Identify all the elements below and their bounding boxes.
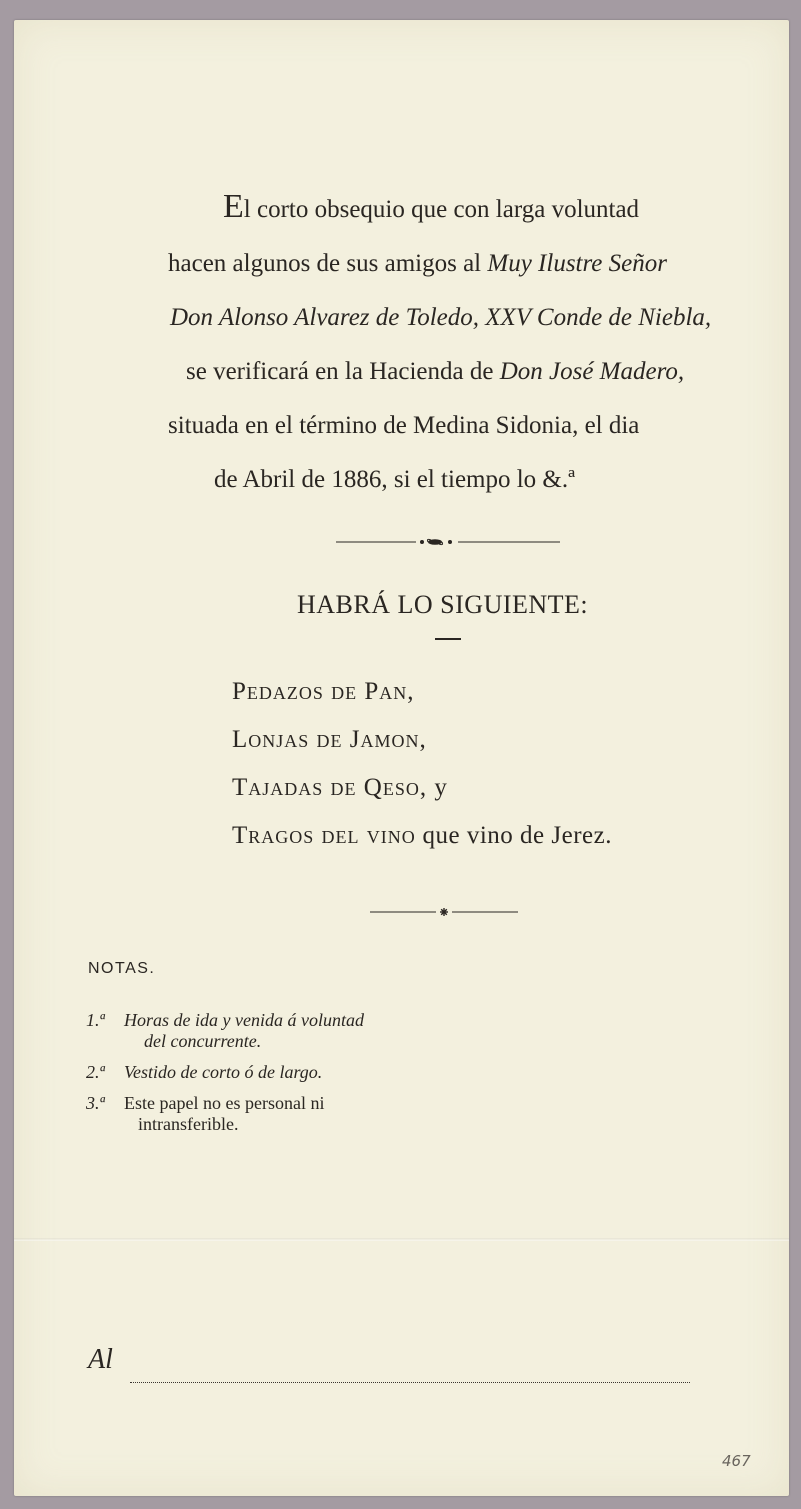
menu-list bbox=[232, 668, 612, 860]
divider-ornament bbox=[322, 530, 562, 554]
menu-item bbox=[232, 764, 612, 812]
intro-dropcap: E bbox=[223, 188, 244, 225]
intro-line-1-text: l corto obsequio que con larga voluntad bbox=[243, 196, 640, 223]
intro-line-2 bbox=[168, 237, 708, 291]
intro-line-4 bbox=[168, 345, 708, 399]
paper-fold bbox=[14, 1238, 789, 1241]
intro-line-5: situada en el término de Medina Sidonia, el dia bbox=[168, 412, 640, 439]
intro-paragraph bbox=[168, 180, 712, 507]
intro-line-4-italic: Don José Madero, bbox=[499, 358, 685, 385]
note-text: Este papel no es personal ni bbox=[124, 1093, 325, 1113]
asterisk-divider bbox=[370, 902, 520, 922]
menu-item-rest: y bbox=[427, 774, 448, 801]
menu-item-rest: que vino de Jerez. bbox=[415, 822, 612, 849]
intro-line-4-text: se verificará en la Hacienda de bbox=[186, 358, 500, 385]
menu-item-text: Tragos del vino bbox=[232, 822, 416, 849]
note-number: 3.ª bbox=[86, 1093, 105, 1113]
notes-list bbox=[86, 1010, 406, 1145]
intro-line-3-italic: Don Alonso Alvarez de Toledo, XXV Conde de Niebla, bbox=[170, 304, 712, 331]
note-text: Vestido de corto ó de largo. bbox=[124, 1062, 323, 1082]
note-text: Horas de ida y venida á voluntad bbox=[124, 1010, 364, 1030]
section-heading: HABRÁ LO SIGUIENTE: bbox=[297, 590, 589, 619]
note-text-continued: del concurrente. bbox=[144, 1031, 262, 1051]
notes-title: NOTAS. bbox=[88, 960, 156, 977]
note-number: 2.ª bbox=[86, 1062, 105, 1082]
addressee-dotted-line bbox=[130, 1382, 690, 1383]
note-text-continued: intransferible. bbox=[138, 1114, 239, 1134]
catalog-number: 467 bbox=[722, 1452, 751, 1470]
menu-item-text: Pedazos de Pan, bbox=[232, 678, 415, 705]
note-number: 1.ª bbox=[86, 1010, 105, 1030]
menu-item-text: Lonjas de Jamon, bbox=[232, 726, 427, 753]
note-item bbox=[86, 1010, 406, 1052]
note-item bbox=[86, 1062, 406, 1083]
menu-item bbox=[232, 716, 612, 764]
menu-item-text: Tajadas de Qeso, bbox=[232, 774, 428, 801]
intro-line-2-italic: Muy Ilustre Señor bbox=[487, 250, 667, 277]
intro-line-3 bbox=[168, 291, 712, 345]
heading-underline bbox=[435, 638, 461, 640]
note-item bbox=[86, 1093, 406, 1135]
intro-line-2-text: hacen algunos de sus amigos al bbox=[168, 250, 488, 277]
addressee-label: Al bbox=[88, 1344, 113, 1375]
intro-line-1 bbox=[168, 180, 708, 237]
intro-line-6: de Abril de 1886, si el tiempo lo &.ª bbox=[214, 466, 576, 493]
menu-item bbox=[232, 668, 612, 716]
menu-item bbox=[232, 812, 612, 860]
